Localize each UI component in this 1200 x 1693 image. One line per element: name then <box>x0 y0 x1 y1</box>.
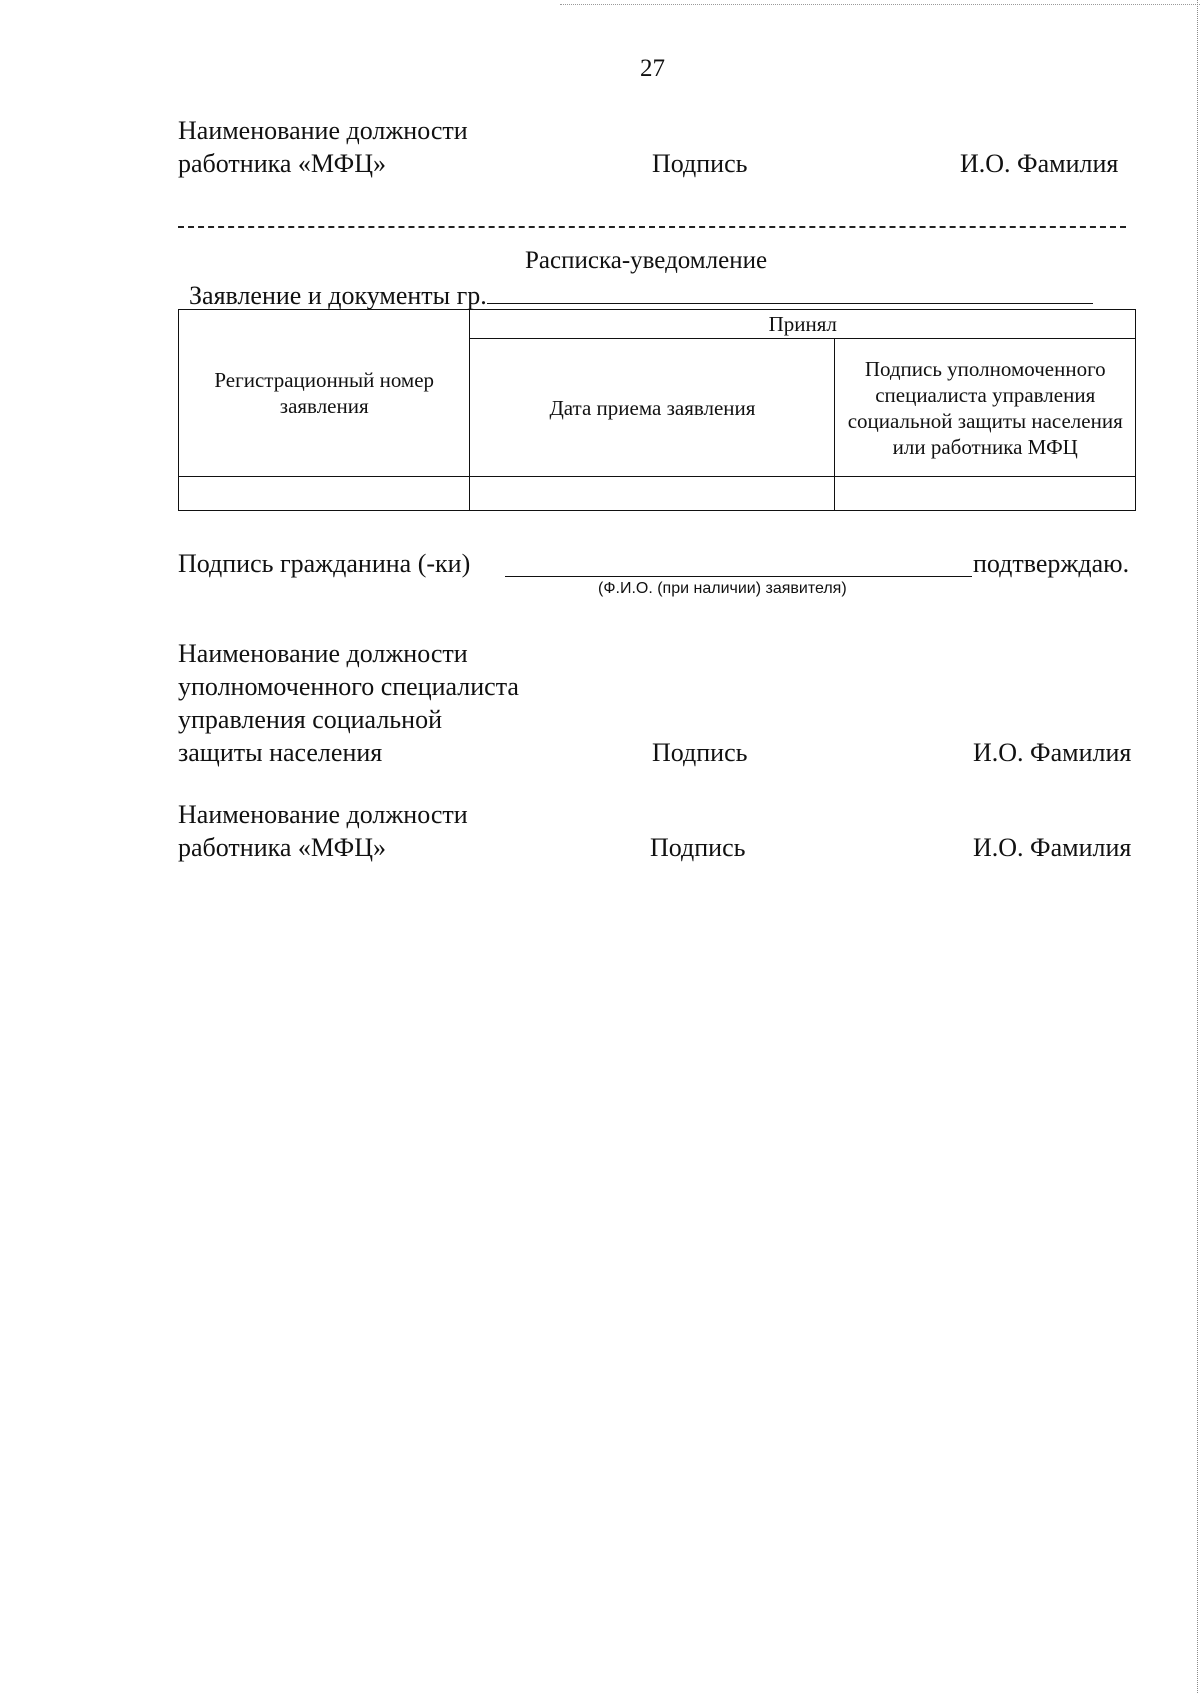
position-line: Наименование должности <box>178 639 468 668</box>
top-name-label: И.О. Фамилия <box>960 149 1119 178</box>
receipt-title: Расписка-уведомление <box>525 247 768 274</box>
top-signature-label: Подпись <box>652 149 748 178</box>
accepted-header: Принял <box>470 310 1136 339</box>
citizen-signature-blank <box>505 576 972 577</box>
mfc-signature-label: Подпись <box>650 833 746 862</box>
citizen-signature-label: Подпись гражданина (-ки) <box>178 549 471 578</box>
mfc-position-title <box>178 798 468 864</box>
date-header: Дата приема заявления <box>470 339 835 477</box>
citizen-confirm-suffix: подтверждаю. <box>973 549 1130 578</box>
top-position-title <box>178 114 468 180</box>
officer-signature-block <box>178 637 1158 777</box>
mfc-name-label: И.О. Фамилия <box>973 833 1132 862</box>
officer-signature-label: Подпись <box>652 738 748 767</box>
position-line: уполномоченного специалиста <box>178 672 519 701</box>
position-line: Наименование должности <box>178 116 468 145</box>
reg-number-header: Регистрационный номер заявления <box>179 310 470 477</box>
table-cell <box>179 477 470 511</box>
table-cell <box>835 477 1136 511</box>
top-signature-block <box>178 114 1138 184</box>
officer-position-title <box>178 637 519 769</box>
position-line: Наименование должности <box>178 800 468 829</box>
receipt-table <box>178 309 1136 511</box>
position-line: работника «МФЦ» <box>178 833 386 862</box>
statement-line <box>189 279 1093 311</box>
position-line: управления социальной <box>178 705 442 734</box>
table-row <box>179 477 1136 511</box>
citizen-caption: (Ф.И.О. (при наличии) заявителя) <box>598 580 847 597</box>
scan-edge-top <box>560 4 1200 5</box>
table-cell <box>470 477 835 511</box>
position-line: работника «МФЦ» <box>178 149 386 178</box>
position-line: защиты населения <box>178 738 383 767</box>
scan-edge-right <box>1197 0 1198 1693</box>
signature-header: Подпись уполномоченного специалиста управления социальной защиты населения или работника МФЦ <box>835 339 1136 477</box>
cut-line-divider <box>178 226 1126 228</box>
officer-name-label: И.О. Фамилия <box>973 738 1132 767</box>
applicant-name-blank <box>487 279 1093 304</box>
statement-prefix: Заявление и документы гр. <box>189 281 487 310</box>
mfc-signature-block <box>178 798 1158 868</box>
page-number: 27 <box>640 55 665 82</box>
